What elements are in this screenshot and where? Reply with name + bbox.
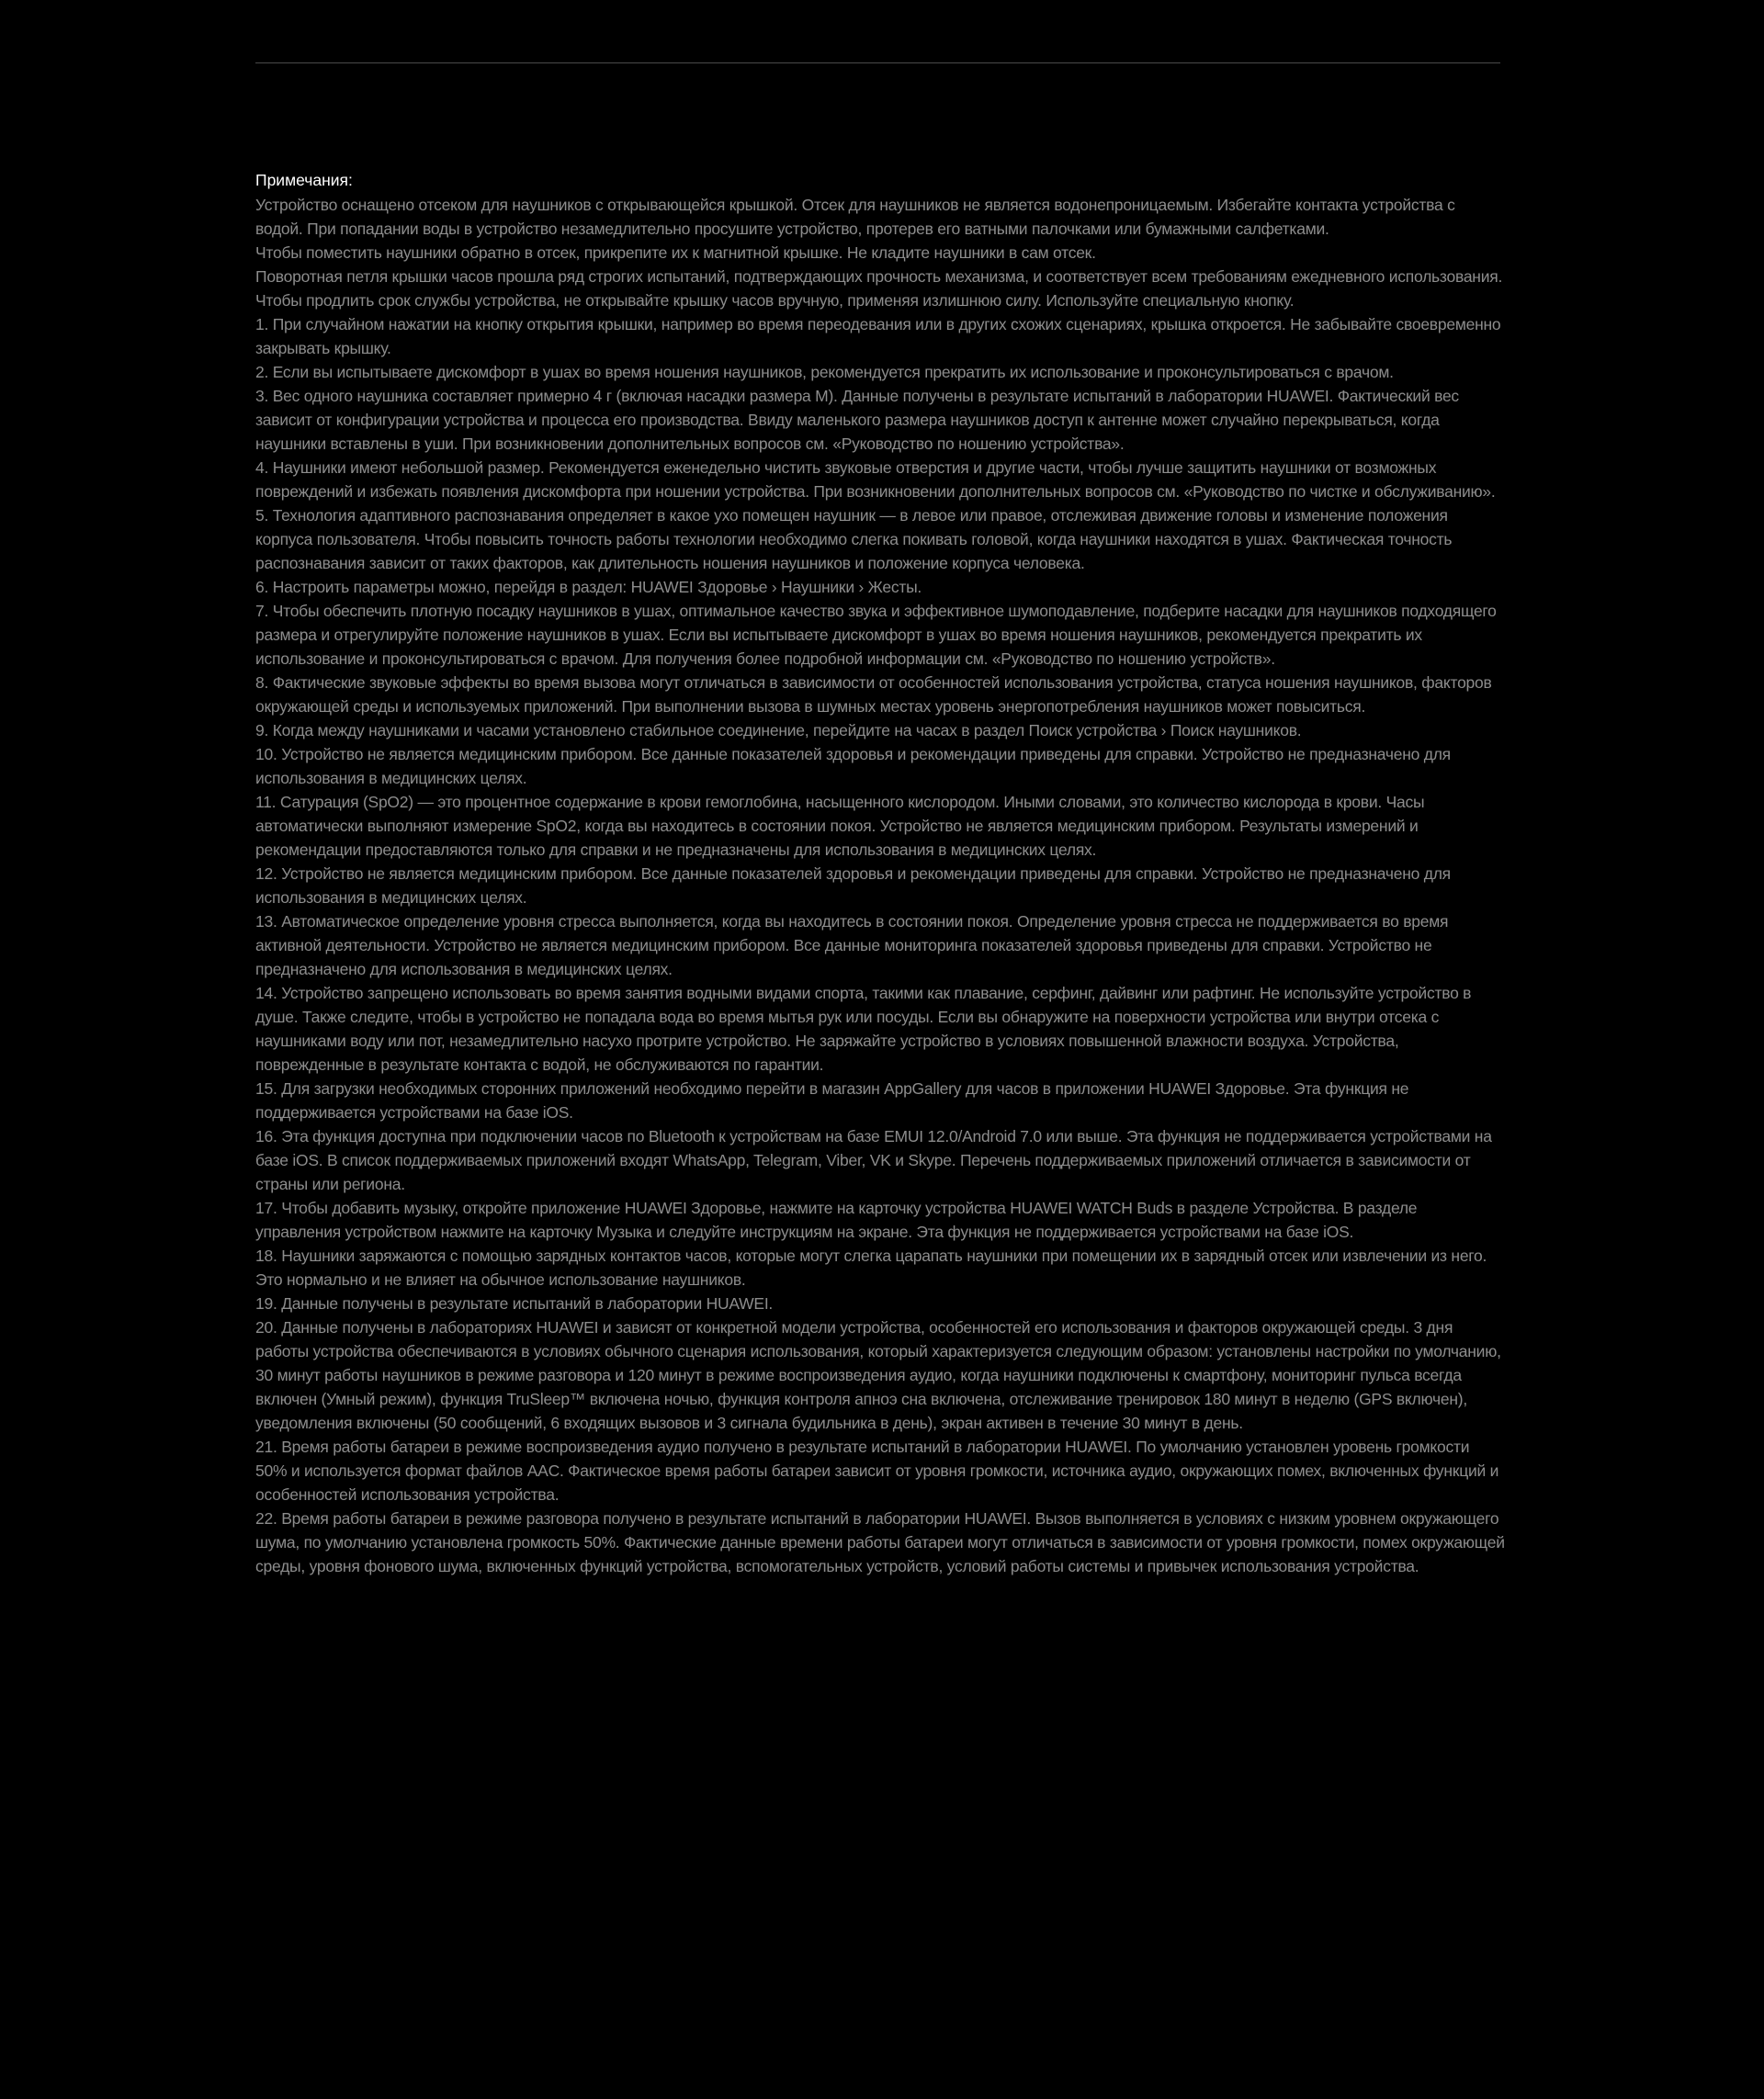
note-item: 21. Время работы батареи в режиме воспроизведения аудио получено в результате испытаний в лаборатории HUAWEI. По умолчанию установлен уровень громкости 50% и используется формат файлов AAC. Фактическое время работы батареи зависит от уровня громкости, источника аудио, окружающих помех, включенных функций и особенностей использования устройства. (255, 1438, 1499, 1504)
note-item: 20. Данные получены в лабораториях HUAWEI и зависят от конкретной модели устройства, особенностей его использования и факторов окружающей среды. 3 дня работы устройства обеспечиваются в условиях обычного сценария использования, который характеризуется следующим образом: установлены настройки по умолчанию, 30 минут работы наушников в режиме разговора и 120 минут в режиме воспроизведения аудио, когда наушники подключены к смартфону, мониторинг пульса всегда включен (Умный режим), функция TruSleep™ включена ночью, функция контроля апноэ сна включена, отслеживание тренировок 180 минут в неделю (GPS включен), уведомления включены (50 сообщений, 6 входящих вызовов и 3 сигнала будильника в день), экран активен в течение 30 минут в день. (255, 1318, 1501, 1432)
note-item: 6. Настроить параметры можно, перейдя в раздел: HUAWEI Здоровье › Наушники › Жесты. (255, 578, 922, 596)
note-item: 19. Данные получены в результате испытаний в лаборатории HUAWEI. (255, 1294, 774, 1313)
note-item: 7. Чтобы обеспечить плотную посадку наушников в ушах, оптимальное качество звука и эффективное шумоподавление, подберите насадки для наушников подходящего размера и отрегулируйте положение наушников в ушах. Если вы испытываете дискомфорт в ушах во время ношения наушников, рекомендуется прекратить их использование и проконсультироваться с врачом. Для получения более подробной информации см. «Руководство по ношению устройств». (255, 602, 1497, 668)
section-divider (255, 62, 1500, 63)
note-paragraph: Устройство оснащено отсеком для наушников с открывающейся крышкой. Отсек для наушников не является водонепроницаемым. Избегайте контакта устройства с водой. При попадании воды в устройство незамедлительно просушите устройство, протерев его ватными палочками или бумажными салфетками. (255, 196, 1455, 238)
note-item: 1. При случайном нажатии на кнопку открытия крышки, например во время переодевания или в других схожих сценариях, крышка откроется. Не забывайте своевременно закрывать крышку. (255, 315, 1501, 357)
note-item: 22. Время работы батареи в режиме разговора получено в результате испытаний в лаборатории HUAWEI. Вызов выполняется в условиях с низким уровнем окружающего шума, по умолчанию установлена громкость 50%. Фактические данные времени работы батареи могут отличаться в зависимости от уровня громкости, помех окружающей среды, уровня фонового шума, включенных функций устройства, вспомогательных устройств, условий работы системы и привычек использования устройства. (255, 1509, 1505, 1575)
note-paragraph: Чтобы поместить наушники обратно в отсек, прикрепите их к магнитной крышке. Не кладите наушники в сам отсек. (255, 243, 1096, 262)
note-paragraph: Поворотная петля крышки часов прошла ряд строгих испытаний, подтверждающих прочность механизма, и соответствует всем требованиям ежедневного использования. Чтобы продлить срок службы устройства, не открывайте крышку часов вручную, применяя излишнюю силу. Используйте специальную кнопку. (255, 267, 1503, 310)
note-item: 15. Для загрузки необходимых сторонних приложений необходимо перейти в магазин AppGallery для часов в приложении HUAWEI Здоровье. Эта функция не поддерживается устройствами на базе iOS. (255, 1079, 1409, 1122)
note-item: 12. Устройство не является медицинским прибором. Все данные показателей здоровья и рекомендации приведены для справки. Устройство не предназначено для использования в медицинских целях. (255, 864, 1451, 907)
note-item: 4. Наушники имеют небольшой размер. Рекомендуется еженедельно чистить звуковые отверстия и другие части, чтобы лучше защитить наушники от возможных повреждений и избежать появления дискомфорта при ношении устройства. При возникновении дополнительных вопросов см. «Руководство по чистке и обслуживанию». (255, 458, 1496, 501)
notes-list (255, 193, 1505, 1578)
note-item: 11. Сатурация (SpO2) — это процентное содержание в крови гемоглобина, насыщенного кислородом. Иными словами, это количество кислорода в крови. Часы автоматически выполняют измерение SpO2, когда вы находитесь в состоянии покоя. Устройство не является медицинским прибором. Результаты измерений и рекомендации предоставляются только для справки и не предназначены для использования в медицинских целях. (255, 793, 1425, 859)
note-item: 13. Автоматическое определение уровня стресса выполняется, когда вы находитесь в состоянии покоя. Определение уровня стресса не поддерживается во время активной деятельности. Устройство не является медицинским прибором. Все данные мониторинга показателей здоровья приведены для справки. Устройство не предназначено для использования в медицинских целях. (255, 912, 1449, 978)
note-item: 14. Устройство запрещено использовать во время занятия водными видами спорта, такими как плавание, серфинг, дайвинг или рафтинг. Не используйте устройство в душе. Также следите, чтобы в устройство не попадала вода во время мытья рук или посуды. Если вы обнаружите на поверхности устройства или внутри отсека с наушниками воду или пот, незамедлительно насухо протрите устройство. Не заряжайте устройство в условиях повышенной влажности воздуха. Устройства, поврежденные в результате контакта с водой, не обслуживаются по гарантии. (255, 984, 1472, 1074)
note-item: 16. Эта функция доступна при подключении часов по Bluetooth к устройствам на базе EMUI 12.0/Android 7.0 или выше. Эта функция не поддерживается устройствами на базе iOS. В список поддерживаемых приложений входят WhatsApp, Telegram, Viber, VK и Skype. Перечень поддерживаемых приложений отличается в зависимости от страны или региона. (255, 1127, 1492, 1193)
notes-title: Примечания: (255, 171, 353, 189)
note-item: 3. Вес одного наушника составляет примерно 4 г (включая насадки размера M). Данные получены в результате испытаний в лаборатории HUAWEI. Фактический вес зависит от конфигурации устройства и процесса его производства. Ввиду маленького размера наушников доступ к антенне может случайно перекрываться, когда наушники вставлены в уши. При возникновении дополнительных вопросов см. «Руководство по ношению устройства». (255, 387, 1459, 453)
note-item: 9. Когда между наушниками и часами установлено стабильное соединение, перейдите на часах в раздел Поиск устройства › Поиск наушников. (255, 721, 1302, 739)
note-item: 2. Если вы испытываете дискомфорт в ушах во время ношения наушников, рекомендуется прекратить их использование и проконсультироваться с врачом. (255, 363, 1394, 381)
note-item: 18. Наушники заряжаются с помощью зарядных контактов часов, которые могут слегка царапать наушники при помещении их в зарядный отсек или извлечении из него. Это нормально и не влияет на обычное использование наушников. (255, 1247, 1487, 1289)
note-item: 5. Технология адаптивного распознавания определяет в какое ухо помещен наушник — в левое или правое, отслеживая движение головы и изменение положения корпуса пользователя. Чтобы повысить точность работы технологии необходимо слегка покивать головой, когда наушники находятся в ушах. Фактическая точность распознавания зависит от таких факторов, как длительность ношения наушников и положение корпуса человека. (255, 506, 1453, 572)
note-item: 17. Чтобы добавить музыку, откройте приложение HUAWEI Здоровье, нажмите на карточку устройства HUAWEI WATCH Buds в разделе Устройства. В разделе управления устройством нажмите на карточку Музыка и следуйте инструкциям на экране. Эта функция не поддерживается устройствами на базе iOS. (255, 1199, 1418, 1241)
note-item: 8. Фактические звуковые эффекты во время вызова могут отличаться в зависимости от особенностей использования устройства, статуса ношения наушников, факторов окружающей среды и используемых приложений. При выполнении вызова в шумных местах уровень энергопотребления наушников может повыситься. (255, 673, 1492, 716)
notes-section (255, 168, 1505, 1578)
note-item: 10. Устройство не является медицинским прибором. Все данные показателей здоровья и рекомендации приведены для справки. Устройство не предназначено для использования в медицинских целях. (255, 745, 1451, 787)
